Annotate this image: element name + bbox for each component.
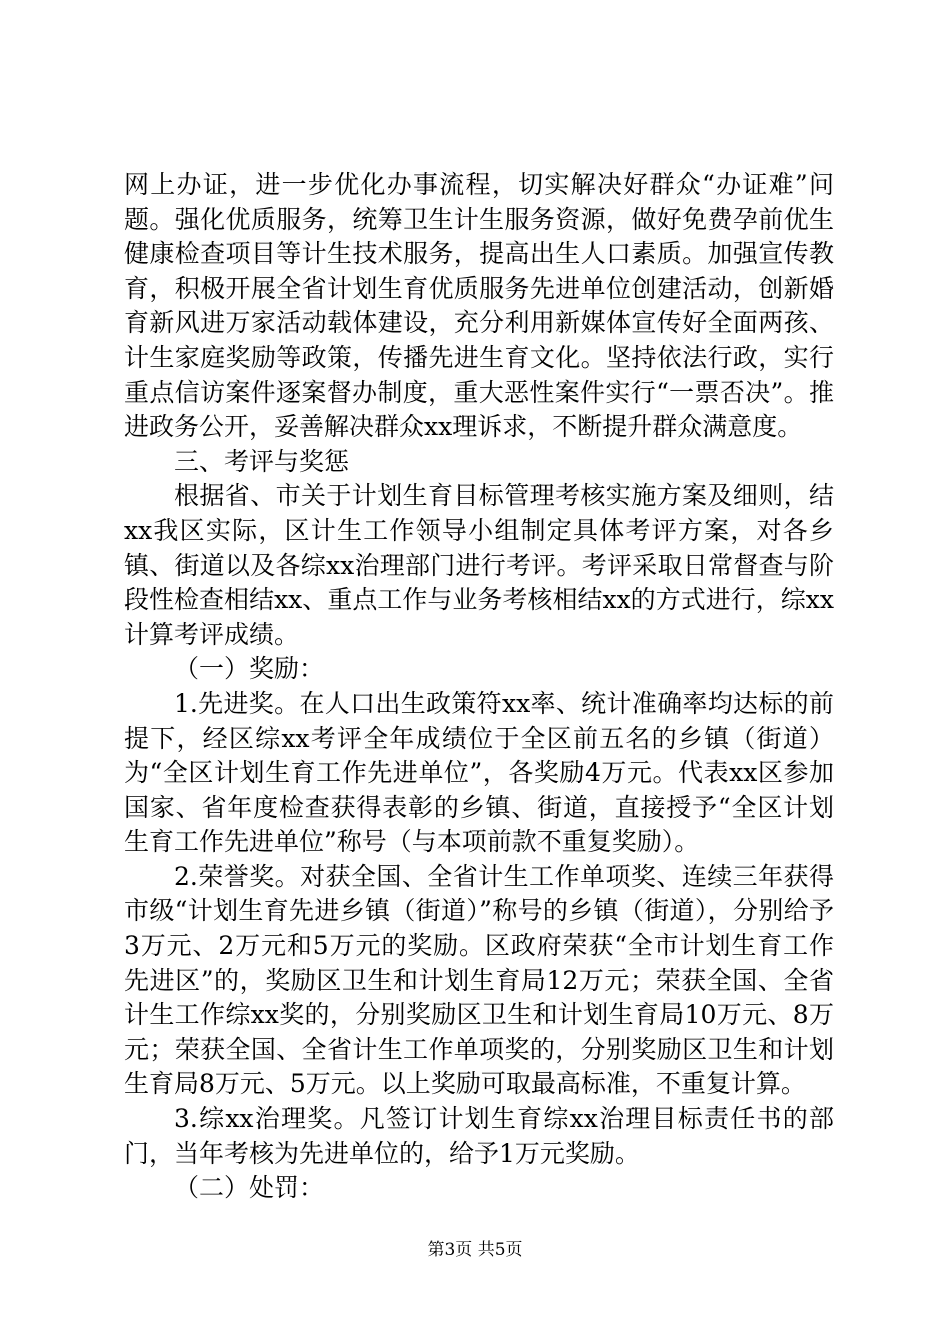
page-number-footer: 第3页 共5页 xyxy=(427,1240,523,1260)
subheading-rewards: （一）奖励： xyxy=(174,654,325,684)
paragraph-advanced-award: 1.先进奖。在人口出生政策符xx率、统计准确率均达标的前提下，经区综xx考评全年成绩位于全区前五名的乡镇（街道）为“全区计划生育工作先进单位”，各奖励4万元。代表xx区参加国家、省年度检查获得表彰的乡镇、街道，直接授予“全区计划生育工作先进单位”称号（与本项前款不重复奖励）。 xyxy=(124,688,834,857)
document-body xyxy=(124,168,834,1206)
section-heading-evaluation: 三、考评与奖惩 xyxy=(174,446,350,476)
paragraph-governance-award: 3.综xx治理奖。凡签订计划生育综xx治理目标责任书的部门，当年考核为先进单位的，给予1万元奖励。 xyxy=(124,1104,834,1168)
paragraph-evaluation-intro: 根据省、市关于计划生育目标管理考核实施方案及细则，结xx我区实际，区计生工作领导小组制定具体考评方案，对各乡镇、街道以及各综xx治理部门进行考评。考评采取日常督查与阶段性检查相结xx、重点工作与业务考核相结xx的方式进行，综xx计算考评成绩。 xyxy=(124,481,834,649)
subheading-penalties: （二）处罚： xyxy=(174,1173,325,1203)
paragraph-honor-award: 2.荣誉奖。对获全国、全省计生工作单项奖、连续三年获得市级“计划生育先进乡镇（街道）”称号的乡镇（街道），分别给予3万元、2万元和5万元的奖励。区政府荣获“全市计划生育工作先进区”的，奖励区卫生和计划生育局12万元；荣获全国、全省计生工作综xx奖的，分别奖励区卫生和计划生育局10万元、8万元；荣获全国、全省计生工作单项奖的，分别奖励区卫生和计划生育局8万元、5万元。以上奖励可取最高标准，不重复计算。 xyxy=(124,861,834,1099)
paragraph-continuation: 网上办证，进一步优化办事流程，切实解决好群众“办证难”问题。强化优质服务，统筹卫生计生服务资源，做好免费孕前优生健康检查项目等计生技术服务，提高出生人口素质。加强宣传教育，积极开展全省计划生育优质服务先进单位创建活动，创新婚育新风进万家活动载体建设，充分利用新媒体宣传好全面两孩、计生家庭奖励等政策，传播先进生育文化。坚持依法行政，实行重点信访案件逐案督办制度，重大恶性案件实行“一票否决”。推进政务公开，妥善解决群众xx理诉求，不断提升群众满意度。 xyxy=(124,170,834,442)
